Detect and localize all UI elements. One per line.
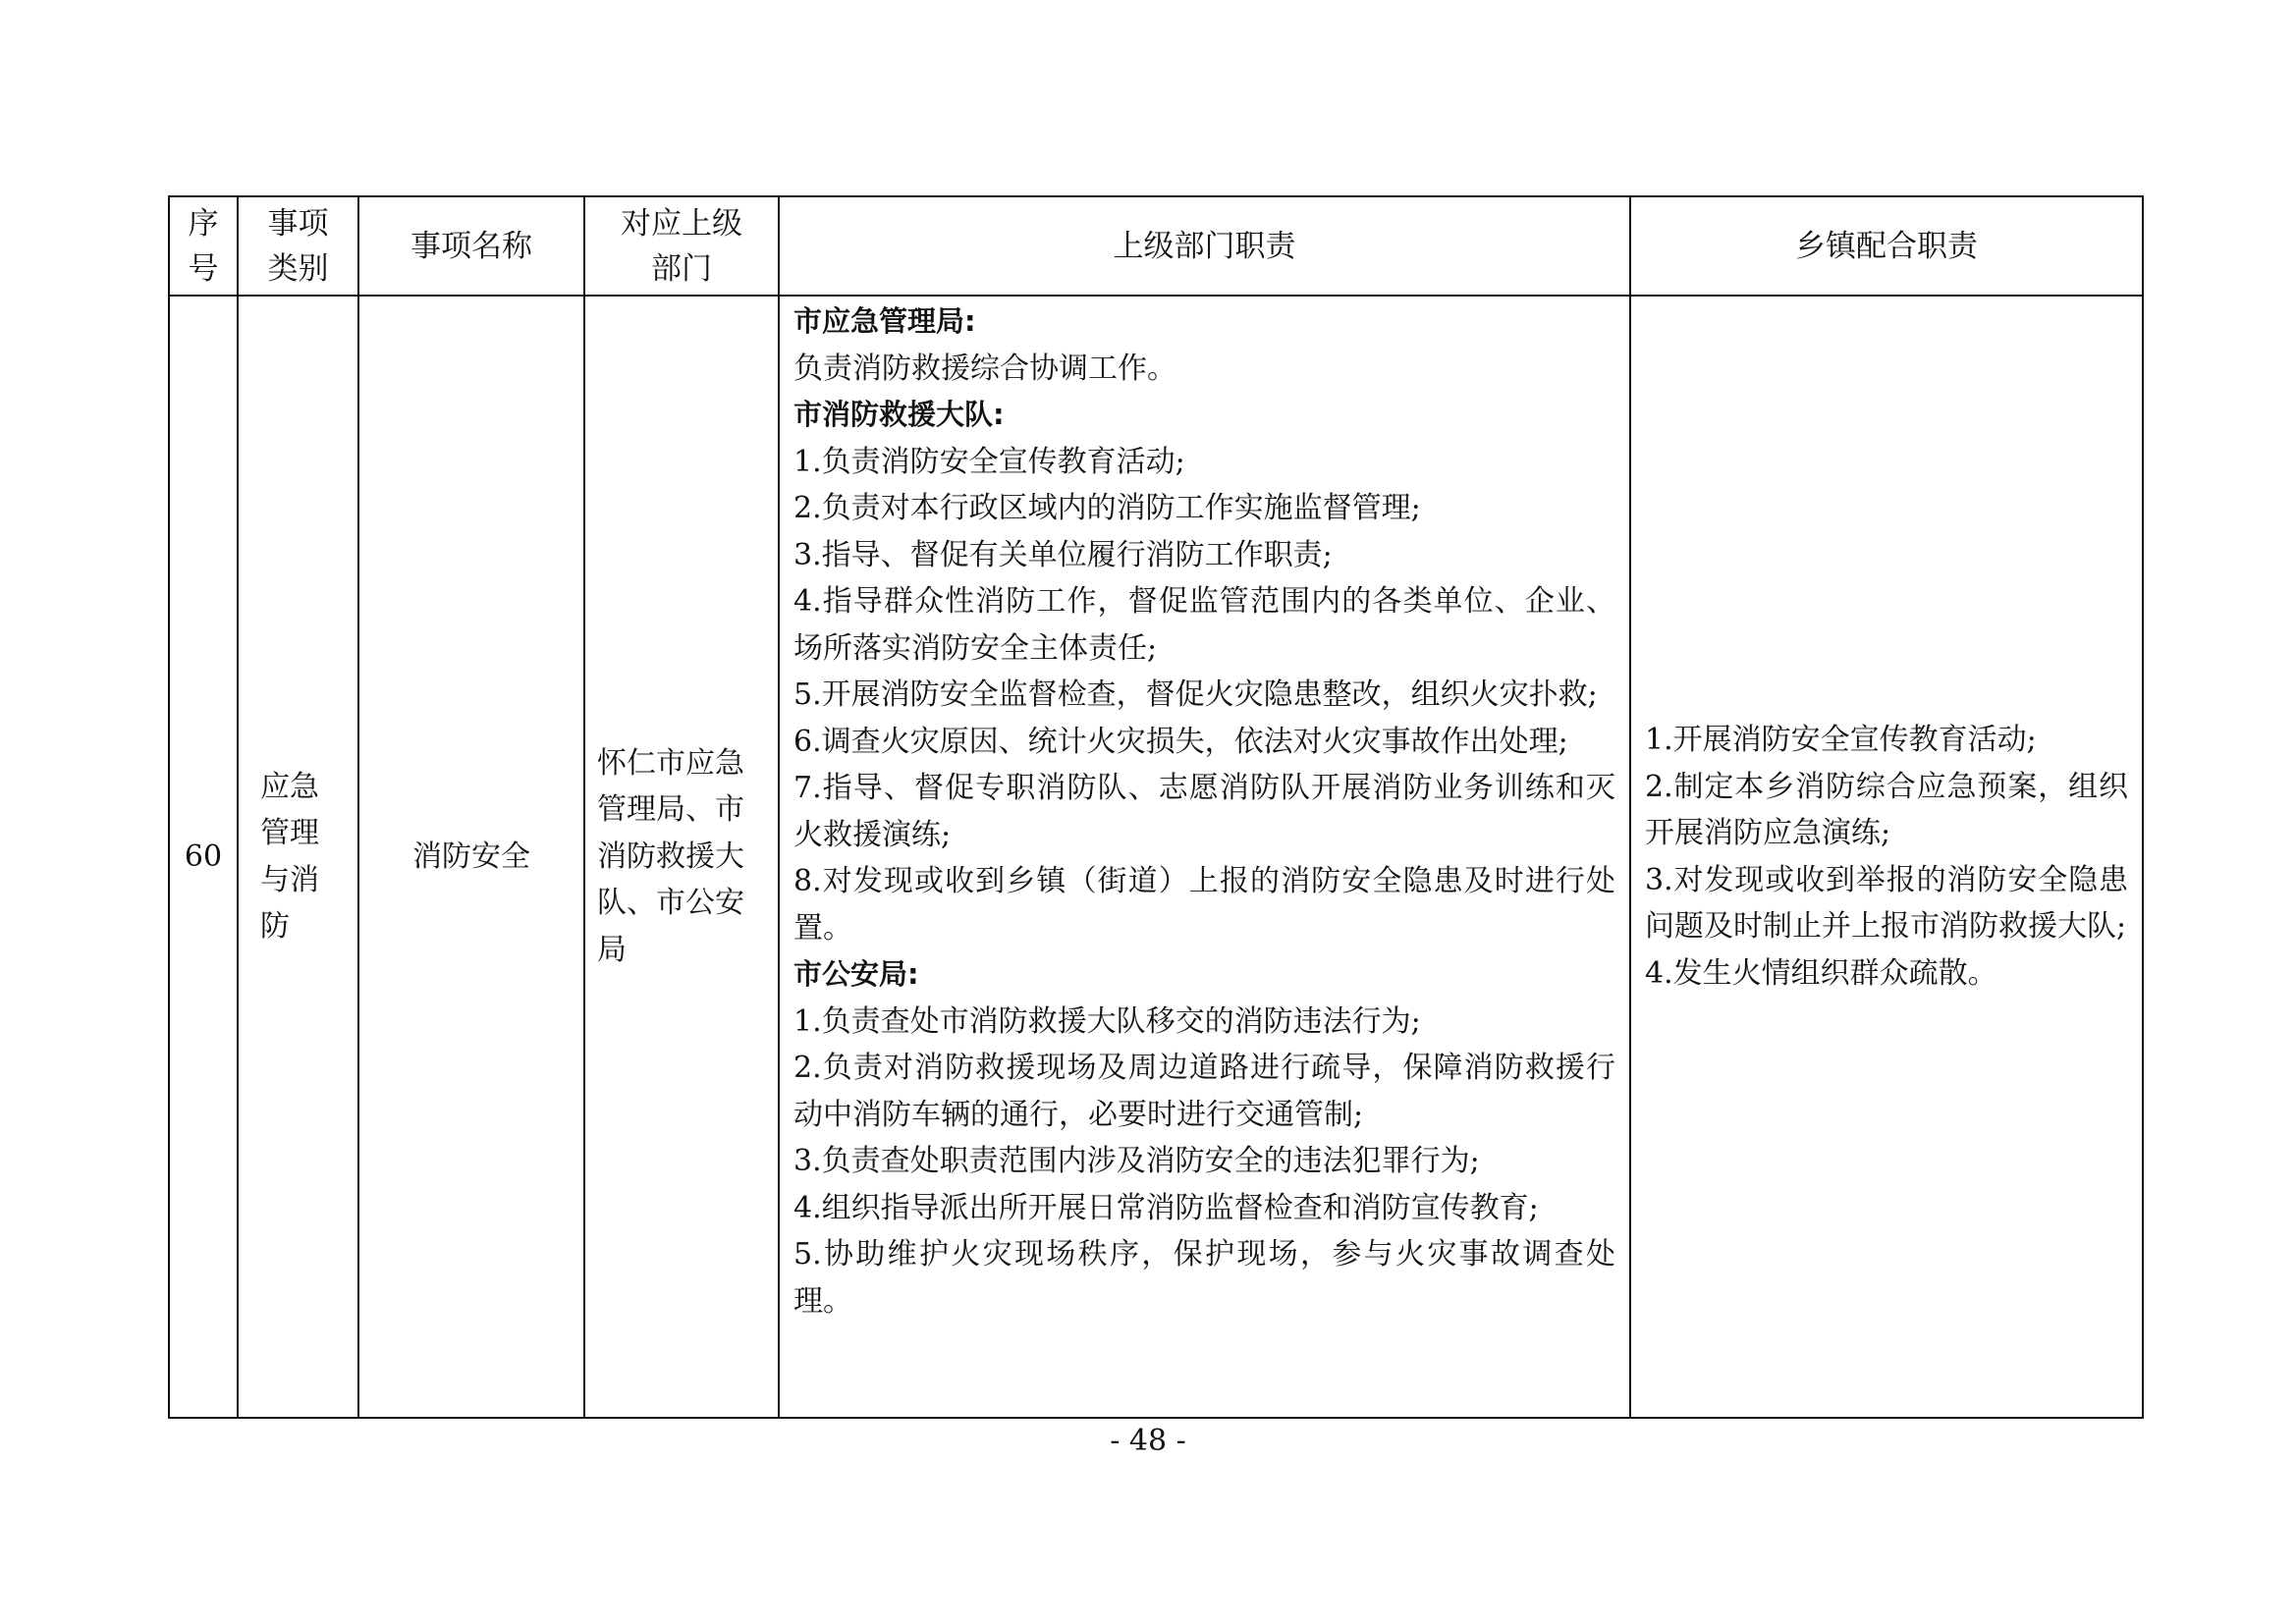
header-town-duties: 乡镇配合职责 — [1630, 196, 2143, 296]
header-seq: 序号 — [169, 196, 238, 296]
header-upper-duties: 上级部门职责 — [779, 196, 1630, 296]
town-duty-item: 1.开展消防安全宣传教育活动; — [1645, 723, 2037, 757]
header-dept: 对应上级部门 — [584, 196, 779, 296]
row-upper-duties — [779, 296, 1630, 1418]
duty-item: 4.组织指导派出所开展日常消防监督检查和消防宣传教育; — [793, 1190, 1539, 1225]
duty-item: 4.指导群众性消防工作，督促监管范围内的各类单位、企业、场所落实消防安全主体责任; — [793, 584, 1615, 666]
row-dept: 怀仁市应急管理局、市消防救援大队、市公安局 — [584, 296, 779, 1418]
page-number: - 48 - — [1110, 1424, 1186, 1458]
row-category: 应急管理与消防 — [238, 296, 358, 1418]
duties-table — [168, 195, 2144, 1419]
town-duty-item: 2.制定本乡消防综合应急预案，组织开展消防应急演练; — [1645, 769, 2128, 850]
town-duty-item: 4.发生火情组织群众疏散。 — [1645, 955, 1997, 991]
header-category: 事项类别 — [238, 196, 358, 296]
duty-item: 5.协助维护火灾现场秩序，保护现场，参与火灾事故调查处理。 — [793, 1237, 1615, 1319]
duty-item: 7.指导、督促专职消防队、志愿消防队开展消防业务训练和灭火救援演练; — [793, 771, 1615, 852]
town-duty-item: 3.对发现或收到举报的消防安全隐患问题及时制止并上报市消防救援大队; — [1645, 862, 2128, 944]
fire-brigade-heading: 市消防救援大队: — [793, 398, 1005, 431]
duty-item: 5.开展消防安全监督检查，督促火灾隐患整改，组织火灾扑救; — [793, 677, 1598, 712]
row-seq: 60 — [169, 296, 238, 1418]
table-row — [169, 296, 2143, 1418]
duty-item: 3.指导、督促有关单位履行消防工作职责; — [793, 537, 1333, 572]
public-security-heading: 市公安局: — [793, 957, 919, 991]
row-town-duties — [1630, 296, 2143, 1418]
duty-item: 6.调查火灾原因、统计火灾损失，依法对火灾事故作出处理; — [793, 724, 1568, 759]
duty-item: 负责消防救援综合协调工作。 — [793, 351, 1176, 386]
duty-item: 1.负责消防安全宣传教育活动; — [793, 444, 1185, 479]
duty-item: 8.对发现或收到乡镇（街道）上报的消防安全隐患及时进行处置。 — [793, 864, 1615, 946]
duty-item: 1.负责查处市消防救援大队移交的消防违法行为; — [793, 1003, 1421, 1039]
row-item-name: 消防安全 — [358, 296, 584, 1418]
emergency-bureau-heading: 市应急管理局: — [793, 304, 976, 338]
duty-item: 2.负责对本行政区域内的消防工作实施监督管理; — [793, 491, 1421, 525]
table-header-row — [169, 196, 2143, 296]
header-item-name: 事项名称 — [358, 196, 584, 296]
duty-item: 2.负责对消防救援现场及周边道路进行疏导，保障消防救援行动中消防车辆的通行，必要时进行交通管制; — [793, 1051, 1615, 1132]
duty-item: 3.负责查处职责范围内涉及消防安全的违法犯罪行为; — [793, 1144, 1480, 1178]
